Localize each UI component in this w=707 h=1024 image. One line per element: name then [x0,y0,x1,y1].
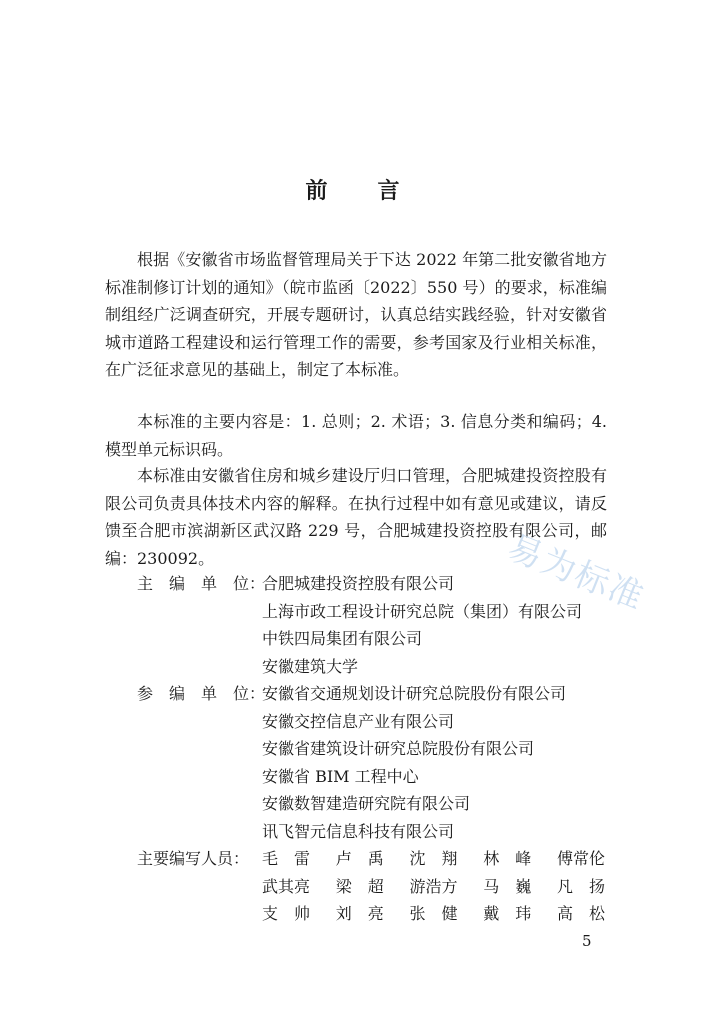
author-name: 支 帅 [262,904,311,923]
participating-units-label: 参 编 单 位： [137,684,266,703]
author-name: 卢 禹 [335,849,384,868]
chief-editor-block [137,570,607,680]
author-name: 游浩方 [409,876,458,896]
authors-row [262,845,605,873]
authors-label: 主要编写人员： [137,849,250,868]
author-name: 傅常伦 [556,849,605,868]
author-name: 张 健 [409,904,458,923]
authors-row [262,873,605,901]
author-name: 凡 扬 [556,876,605,896]
paragraph-management: 本标准由安徽省住房和城乡建设厅归口管理，合肥城建投资控股有限公司负责具体技术内容的解释。在执行过程中如有意见或建议，请反馈至合肥市滨湖新区武汉路 229 号，合肥城建投资控股有限公司，邮编：230092。 [105,466,607,568]
participating-unit: 安徽省建筑设计研究总院股份有限公司 [262,739,535,758]
author-name: 沈 翔 [409,849,458,868]
participating-units-block [137,680,607,845]
paragraph-contents: 本标准的主要内容是：1. 总则；2. 术语；3. 信息分类和编码；4. 模型单元标识码。 [105,412,607,459]
title-char-1: 前 [305,179,330,204]
chief-editor-unit: 中铁四局集团有限公司 [262,629,423,648]
participating-unit: 安徽省 BIM 工程中心 [262,766,419,786]
paragraph-basis: 根据《安徽省市场监督管理局关于下达 2022 年第二批安徽省地方标准制修订计划的通知》（皖市监函〔2022〕550 号）的要求，标准编制组经广泛调查研究，开展专题研讨，认真总结实践经验，针对安徽省城市道路工程建设和运行管理工作的需要，参考国家及行业相关标准，在广泛征求意见的基础上，制定了本标准。 [105,250,607,379]
page-title [0,174,707,205]
chief-editor-unit: 上海市政工程设计研究总院（集团）有限公司 [262,601,583,621]
watermark: 易为标准 [502,527,651,619]
chief-editor-unit: 安徽建筑大学 [262,656,359,676]
author-name: 梁 超 [335,876,384,896]
title-char-2: 言 [377,179,402,204]
participating-unit: 安徽交控信息产业有限公司 [262,711,455,731]
author-name: 武其亮 [262,876,311,896]
author-name: 林 峰 [483,849,532,868]
participating-unit: 安徽数智建造研究院有限公司 [262,794,471,813]
chief-editor-label: 主 编 单 位： [137,574,266,593]
author-name: 戴 玮 [483,904,532,923]
page-number: 5 [582,932,592,950]
author-name: 高 松 [556,904,605,923]
participating-unit: 安徽省交通规划设计研究总院股份有限公司 [262,684,567,703]
author-name: 马 巍 [483,876,532,896]
author-name: 毛 雷 [262,849,311,868]
authors-block [137,845,607,928]
authors-row [262,900,605,928]
chief-editor-unit: 合肥城建投资控股有限公司 [262,574,455,593]
participating-unit: 讯飞智元信息科技有限公司 [262,821,455,841]
author-name: 刘 亮 [335,904,384,923]
